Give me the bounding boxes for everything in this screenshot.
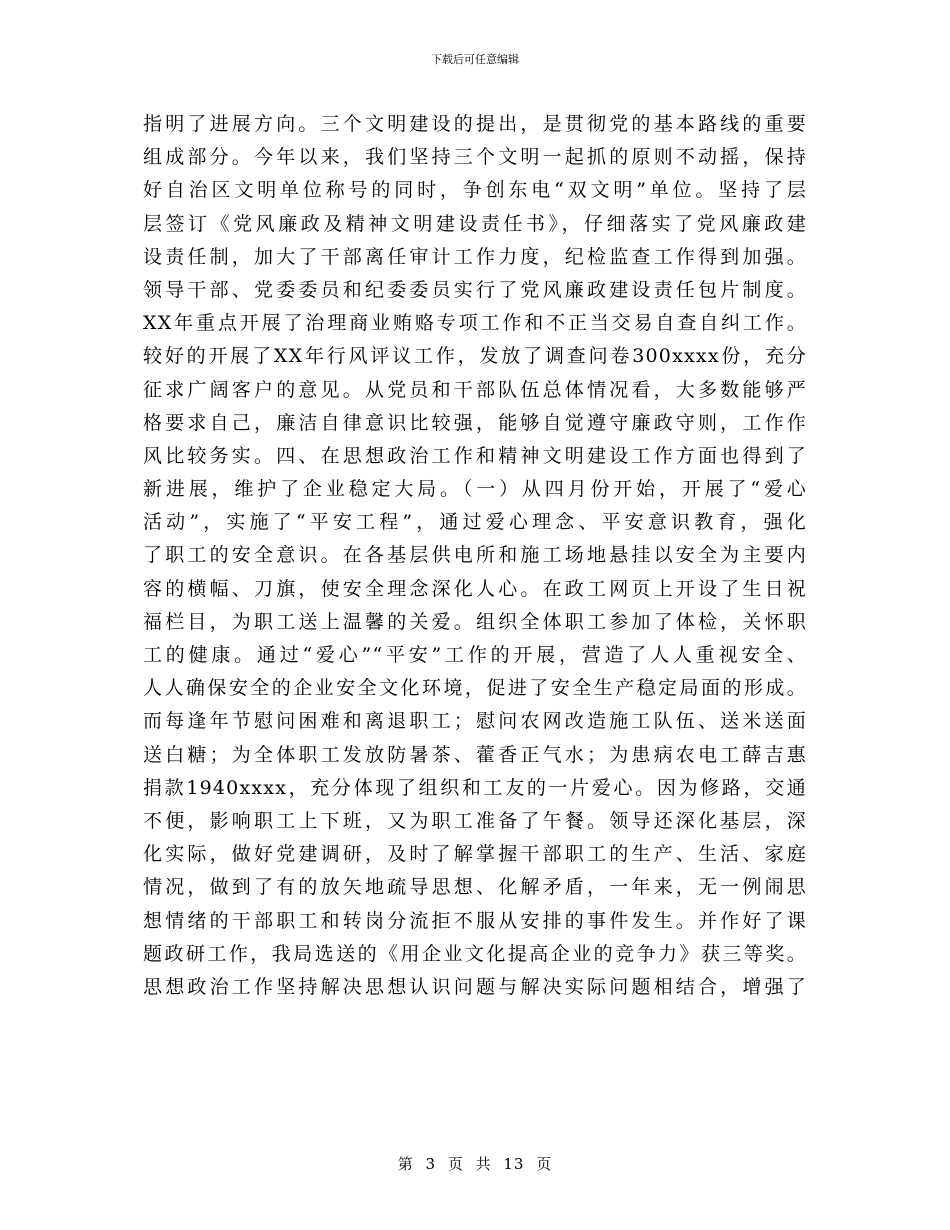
page-header-note: 下载后可任意编辑 [431, 53, 519, 66]
body-line: 征求广阔客户的意见。从党员和干部队伍总体情况看，大多数能够严 [143, 378, 807, 401]
body-line: 容的横幅、刀旗，使安全理念深化人心。在政工网页上开设了生日祝 [143, 577, 807, 600]
body-line: 不便，影响职工上下班，又为职工准备了午餐。领导还深化基层，深 [143, 809, 807, 832]
body-line: 层签订《党风廉政及精神文明建设责任书》，仔细落实了党风廉政建 [143, 212, 807, 235]
body-line: 领导干部、党委委员和纪委委员实行了党风廉政建设责任包片制度。 [143, 278, 807, 301]
body-line: 了职工的安全意识。在各基层供电所和施工场地悬挂以安全为主要内 [143, 544, 807, 567]
body-text [143, 108, 807, 1004]
body-line: 情况，做到了有的放矢地疏导思想、化解矛盾，一年来，无一例闹思 [143, 876, 807, 899]
body-line: 思想政治工作坚持解决思想认识问题与解决实际问题相结合，增强了 [143, 975, 807, 998]
body-line: 送白糖；为全体职工发放防暑茶、藿香正气水；为患病农电工薛吉惠 [143, 743, 807, 766]
page-number: 第 3 页 共 13 页 [397, 1155, 553, 1173]
body-line: 好自治区文明单位称号的同时，争创东电“双文明”单位。坚持了层 [143, 179, 807, 202]
body-line: 组成部分。今年以来，我们坚持三个文明一起抓的原则不动摇，保持 [143, 146, 807, 169]
body-line: 人人确保安全的企业安全文化环境，促进了安全生产稳定局面的形成。 [143, 677, 807, 700]
body-line: 福栏目，为职工送上温馨的关爱。组织全体职工参加了体检，关怀职 [143, 610, 807, 633]
body-line: 指明了进展方向。三个文明建设的提出，是贯彻党的基本路线的重要 [143, 113, 807, 135]
body-line: 化实际，做好党建调研，及时了解掌握干部职工的生产、生活、家庭 [143, 843, 807, 866]
body-line: 想情绪的干部职工和转岗分流拒不服从安排的事件发生。并作好了课 [143, 909, 807, 932]
body-line: 活动”，实施了“平安工程”，通过爱心理念、平安意识教育，强化 [143, 511, 807, 534]
body-line: XX年重点开展了治理商业贿赂专项工作和不正当交易自查自纠工作。 [143, 312, 807, 335]
body-line: 新进展，维护了企业稳定大局。（一）从四月份开始，开展了“爱心 [143, 478, 807, 501]
body-line: 格要求自己，廉洁自律意识比较强，能够自觉遵守廉政守则，工作作 [143, 411, 807, 434]
body-line: 风比较务实。四、在思想政治工作和精神文明建设工作方面也得到了 [143, 444, 807, 467]
body-line: 捐款1940xxxx，充分体现了组织和工友的一片爱心。因为修路，交通 [143, 776, 807, 799]
body-line: 设责任制，加大了干部离任审计工作力度，纪检监查工作得到加强。 [143, 245, 807, 268]
body-line: 题政研工作，我局选送的《用企业文化提高企业的竞争力》获三等奖。 [143, 942, 807, 965]
body-line: 较好的开展了XX年行风评议工作，发放了调查问卷300xxxx份，充分 [143, 345, 807, 368]
body-line: 而每逢年节慰问困难和离退职工；慰问农网改造施工队伍、送米送面 [143, 710, 807, 733]
body-line: 工的健康。通过“爱心”“平安”工作的开展，营造了人人重视安全、 [143, 644, 807, 666]
